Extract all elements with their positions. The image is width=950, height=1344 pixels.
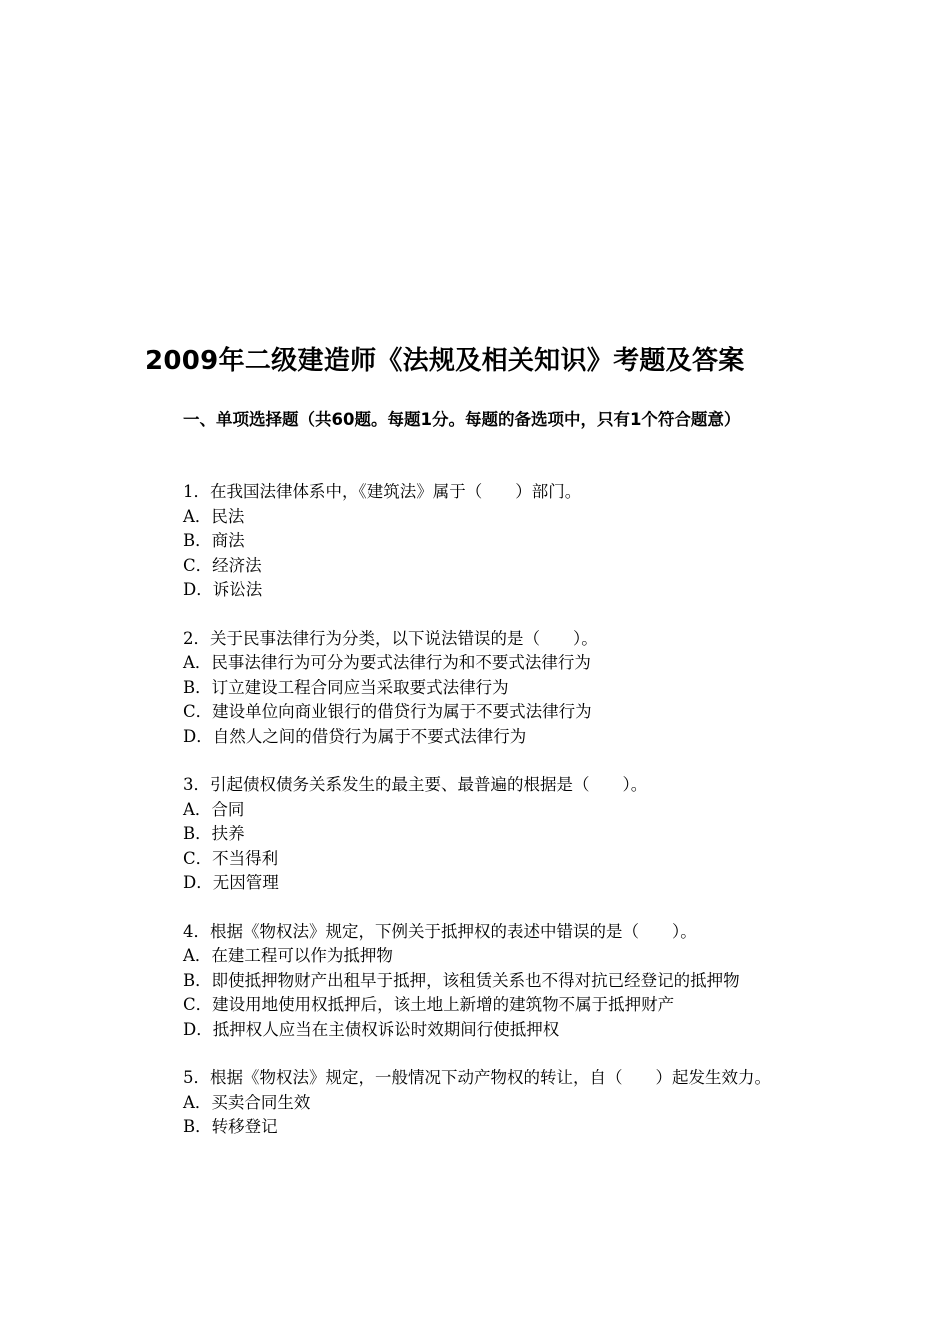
option-b: B．即使抵押物财产出租早于抵押，该租赁关系也不得对抗已经登记的抵押物 [183, 970, 740, 990]
question-stem: 4．根据《物权法》规定，下例关于抵押权的表述中错误的是（ ）。 [183, 921, 697, 941]
option-c: C．建设用地使用权抵押后，该土地上新增的建筑物不属于抵押财产 [183, 995, 675, 1014]
section-heading: 一、单项选择题（共60题。每题1分。每题的备选项中，只有1个符合题意） [183, 410, 741, 429]
option-d: D．无因管理 [183, 873, 279, 892]
option-a: A．民事法律行为可分为要式法律行为和不要式法律行为 [183, 653, 591, 672]
option-d: D．抵押权人应当在主债权诉讼时效期间行使抵押权 [183, 1019, 560, 1039]
question-list [145, 480, 810, 1164]
option-a: A．买卖合同生效 [183, 1092, 311, 1112]
question-2 [145, 627, 810, 750]
option-a: A．在建工程可以作为抵押物 [183, 946, 393, 965]
option-a: A．民法 [183, 506, 245, 526]
option-b: B．订立建设工程合同应当采取要式法律行为 [183, 677, 509, 697]
option-d: D．自然人之间的借贷行为属于不要式法律行为 [183, 726, 527, 746]
question-3 [145, 773, 810, 896]
question-stem: 2．关于民事法律行为分类，以下说法错误的是（ ）。 [183, 628, 598, 648]
question-4 [145, 920, 810, 1043]
option-b: B．商法 [183, 531, 245, 550]
question-1 [145, 480, 810, 603]
option-c: C．建设单位向商业银行的借贷行为属于不要式法律行为 [183, 702, 592, 721]
question-5 [145, 1066, 810, 1140]
document-title: 2009年二级建造师《法规及相关知识》考题及答案 [145, 346, 745, 376]
option-c: C．不当得利 [183, 848, 279, 868]
option-c: C．经济法 [183, 555, 262, 575]
option-b: B．转移登记 [183, 1117, 278, 1136]
question-stem: 5．根据《物权法》规定，一般情况下动产物权的转让，自（ ）起发生效力。 [183, 1068, 771, 1087]
option-d: D．诉讼法 [183, 580, 263, 599]
option-b: B．扶养 [183, 824, 245, 843]
question-stem: 1．在我国法律体系中，《建筑法》属于（ ）部门。 [183, 482, 582, 501]
question-stem: 3．引起债权债务关系发生的最主要、最普遍的根据是（ ）。 [183, 775, 648, 794]
option-a: A．合同 [183, 799, 245, 819]
